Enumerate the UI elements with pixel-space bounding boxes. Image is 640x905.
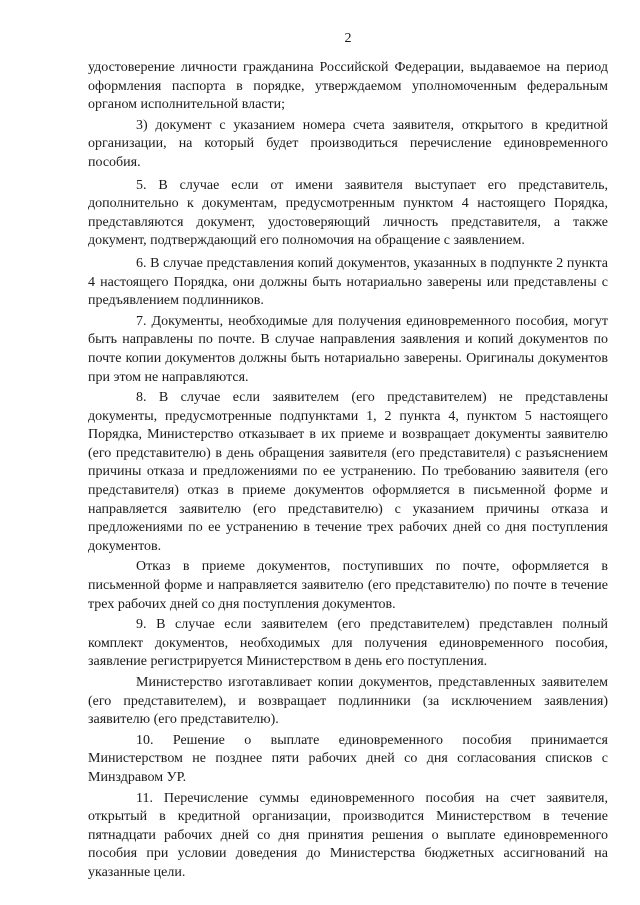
paragraph-8-postal-refusal: Отказ в приеме документов, поступивших по почте, оформляется в письменной форме и направляется заявителю (его представителю) по почте в течение трех рабочих дней со дня поступления документов. bbox=[88, 559, 608, 612]
paragraph-item-3-account-document: 3) документ с указанием номера счета заявителя, открытого в кредитной организации, на который будет производиться перечисление единовременного пособия. bbox=[88, 117, 608, 170]
paragraph-7-postal: 7. Документы, необходимые для получения единовременного пособия, могут быть направлены по почте. В случае направления заявления и копий документов по почте копии документов должны быть нотариально заверены. Оригиналы документов при этом не направляются. bbox=[88, 313, 608, 385]
document-page bbox=[88, 30, 608, 883]
paragraph-9-registration: 9. В случае если заявителем (его представителем) представлен полный комплект документов, необходимых для получения единовременного пособия, заявление регистрируется Министерством в день его поступления. bbox=[88, 617, 608, 670]
paragraph-8-refusal: 8. В случае если заявителем (его представителем) не представлены документы, предусмотренные подпунктами 1, 2 пункта 4, пунктом 5 настоящего Порядка, Министерство отказывает в их приеме и возвращает документы заявителю (его представителю) в день обращения заявителя (его представителя) с разъяснением причины отказа и предложениями по ее устранению. По требованию заявителя (его представителя) отказ в приеме документов оформляется в письменной форме и направляется заявителю (его представителю) с указанием причины отказа и предложениями по ее устранению в течение трех рабочих дней со дня поступления документов. bbox=[88, 390, 608, 554]
paragraph-6-copies: 6. В случае представления копий документов, указанных в подпункте 2 пункта 4 настоящего Порядка, они должны быть нотариально заверены или представлены с предъявлением подлинников. bbox=[88, 255, 608, 309]
paragraph-5-representative: 5. В случае если от имени заявителя выступает его представитель, дополнительно к документам, предусмотренным пунктом 4 настоящего Порядка, представляются документ, удостоверяющий личность представителя, а также документ, подтверждающий его полномочия на обращение с заявлением. bbox=[88, 177, 608, 249]
paragraph-id-document-continuation: удостоверение личности гражданина Российской Федерации, выдаваемое на период оформления паспорта в порядке, утверждаемом уполномоченным федеральным органом исполнительной власти; bbox=[88, 60, 608, 113]
paragraph-9-copies: Министерство изготавливает копии документов, представленных заявителем (его представителем), и возвращает подлинники (за исключением заявления) заявителю (его представителю). bbox=[88, 675, 608, 728]
page-number: 2 bbox=[344, 31, 352, 46]
paragraph-11-transfer: 11. Перечисление суммы единовременного пособия на счет заявителя, открытый в кредитной организации, производится Министерством в течение пятнадцати рабочих дней со дня принятия решения о выплате единовременного пособия при условии доведения до Министерства бюджетных ассигнований на указанные цели. bbox=[88, 790, 608, 880]
paragraph-10-decision: 10. Решение о выплате единовременного пособия принимается Министерством не позднее пяти рабочих дней со дня согласования списков с Минздравом УР. bbox=[88, 732, 608, 785]
